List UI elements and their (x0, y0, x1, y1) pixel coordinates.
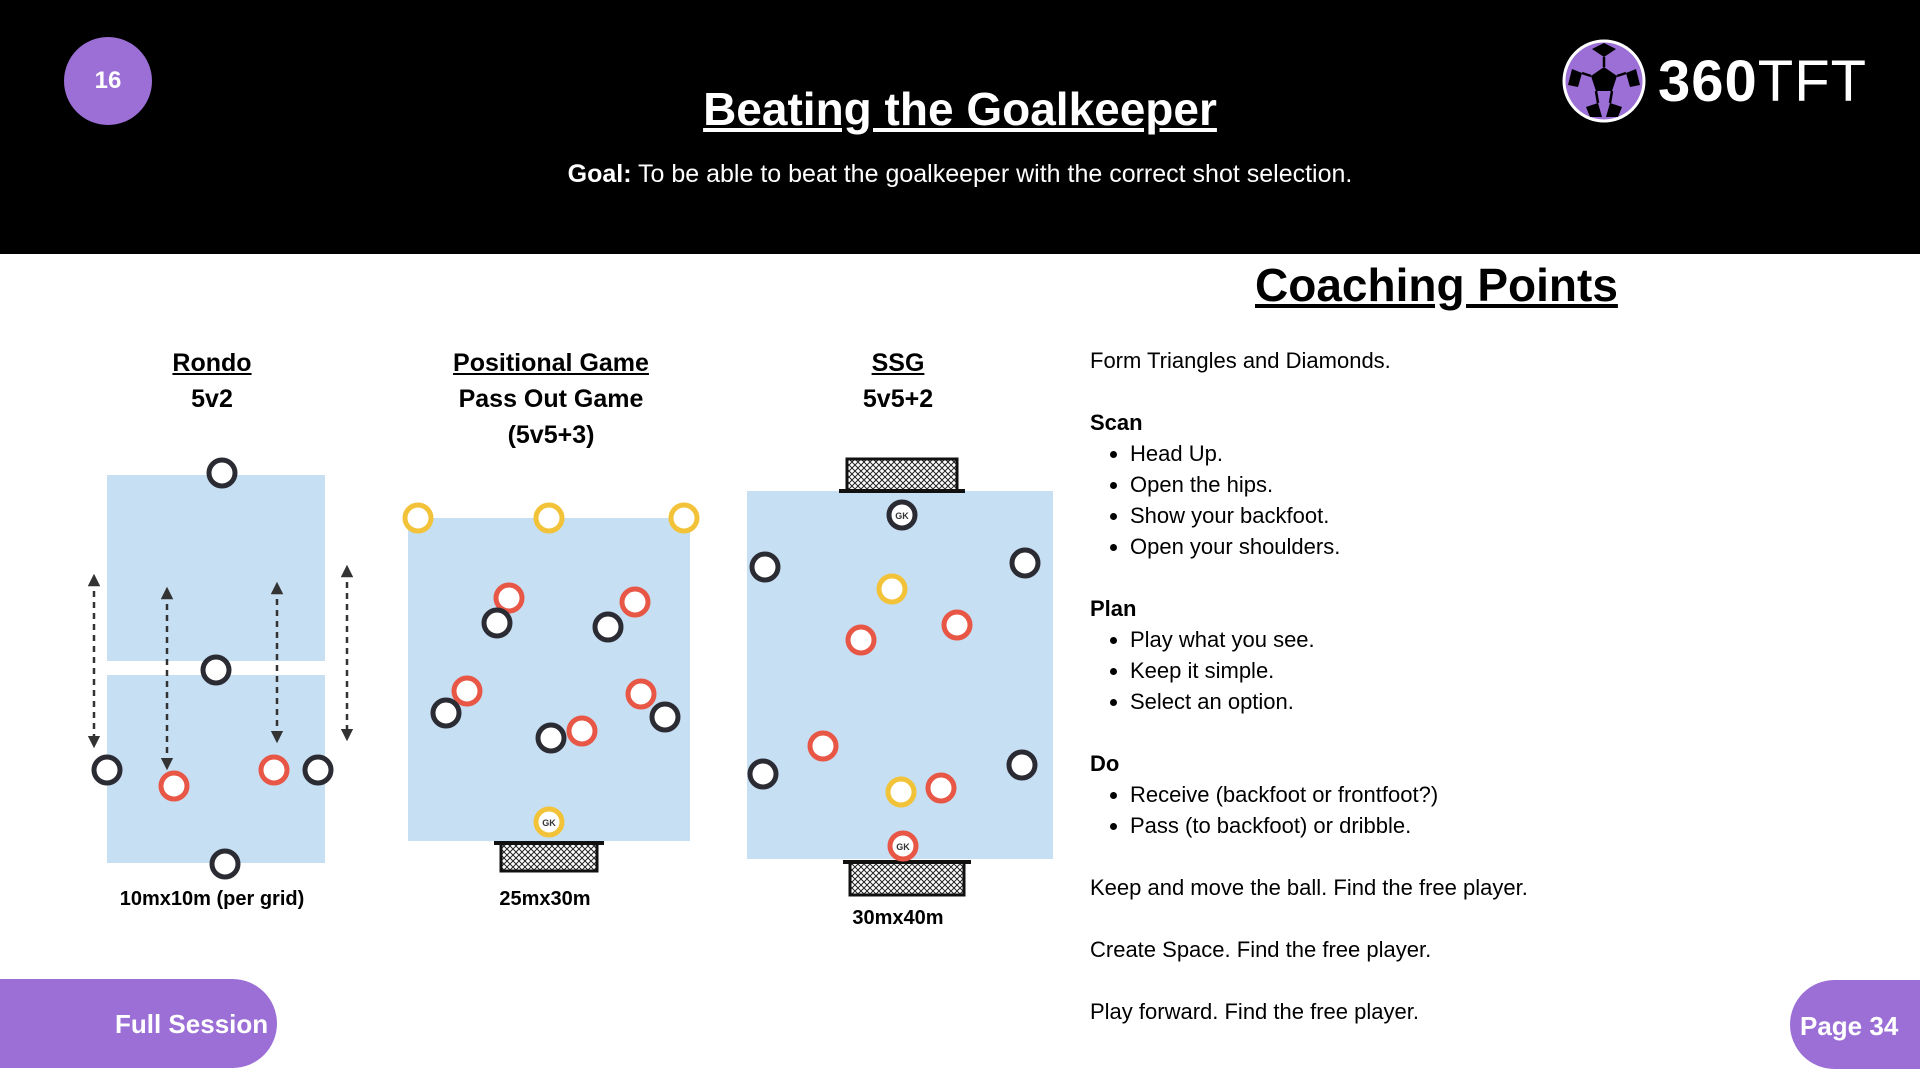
plan-list (1090, 624, 1850, 717)
rondo-diagram (94, 460, 347, 877)
goal-text: To be able to beat the goalkeeper with the correct shot selection. (631, 160, 1353, 188)
plan-heading: Plan (1090, 596, 1137, 621)
player-dark (652, 704, 678, 730)
rondo-subtitle: 5v2 (191, 385, 233, 413)
player-red (944, 612, 970, 638)
player-dark (484, 610, 510, 636)
full-session-label: Full Session (115, 1009, 269, 1039)
do-list (1090, 779, 1850, 841)
rondo-grid-bottom (107, 675, 325, 863)
player-dark (538, 725, 564, 751)
goal-net (847, 459, 957, 491)
player-dark (1012, 550, 1038, 576)
player-dark (212, 851, 238, 877)
player-dark (203, 657, 229, 683)
list-item: • Open the hips. (1130, 469, 1850, 500)
ssg-subtitle: 5v5+2 (862, 385, 934, 413)
player-dark (94, 757, 120, 783)
positional-game-diagram (405, 505, 697, 871)
page-number-label: Page 34 (1800, 1011, 1899, 1041)
player-red (848, 627, 874, 653)
player-dark (305, 757, 331, 783)
list-item: • Show your backfoot. (1130, 500, 1850, 531)
positional-game-subtitle: Pass Out Game (458, 385, 644, 413)
player-dark (595, 614, 621, 640)
page-title: Beating the Goalkeeper (703, 83, 1217, 135)
goal-net (850, 862, 964, 895)
session-number-badge: 16 (64, 37, 152, 125)
logo-text-bold: 360 (1658, 48, 1758, 114)
rondo-grid-top (107, 475, 325, 661)
gk-label: GK (895, 511, 909, 521)
full-session-tab[interactable] (0, 979, 277, 1068)
closing-point: Create Space. Find the free player. (1090, 937, 1432, 962)
player-red (454, 678, 480, 704)
closing-point: Keep and move the ball. Find the free player. (1090, 875, 1528, 900)
positional-game-size-label: 25mx30m (499, 888, 591, 910)
player-yellow (888, 779, 914, 805)
ssg-diagram (747, 459, 1053, 895)
list-item: • Receive (backfoot or frontfoot?) (1130, 779, 1850, 810)
player-red (161, 773, 187, 799)
list-item: • Play what you see. (1130, 624, 1850, 655)
list-item: • Select an option. (1130, 686, 1850, 717)
player-red (810, 733, 836, 759)
player-dark (433, 700, 459, 726)
ssg-title: SSG (871, 349, 925, 377)
page-number-tab (1790, 980, 1920, 1069)
player-dark (1009, 752, 1035, 778)
player-red (622, 589, 648, 615)
goal-label: Goal: (567, 160, 632, 188)
logo (1560, 36, 1867, 126)
positional-game-format: (5v5+3) (507, 421, 595, 449)
player-red (261, 757, 287, 783)
player-dark (209, 460, 235, 486)
player-yellow (536, 505, 562, 531)
ssg-size-label: 30mx40m (852, 907, 944, 929)
player-red (496, 585, 522, 611)
list-item: • Head Up. (1130, 438, 1850, 469)
list-item: • Open your shoulders. (1130, 531, 1850, 562)
rondo-title: Rondo (172, 349, 252, 377)
scan-heading: Scan (1090, 410, 1143, 435)
player-red (928, 775, 954, 801)
positional-game-pitch (408, 518, 690, 841)
rondo-size-label: 10mx10m (per grid) (119, 888, 305, 910)
positional-game-title: Positional Game (453, 349, 649, 377)
scan-list (1090, 438, 1850, 562)
player-dark (750, 761, 776, 787)
coaching-points-list (1090, 345, 1850, 1027)
list-item: • Keep it simple. (1130, 655, 1850, 686)
logo-wordmark (1658, 48, 1867, 115)
goal-net (501, 843, 597, 871)
player-yellow (879, 576, 905, 602)
gk-label: GK (542, 818, 556, 828)
player-yellow (405, 505, 431, 531)
player-dark (752, 554, 778, 580)
gk-label: GK (896, 842, 910, 852)
player-red (569, 718, 595, 744)
logo-text-regular: TFT (1757, 48, 1868, 114)
list-item: • Pass (to backfoot) or dribble. (1130, 810, 1850, 841)
coaching-points-heading: Coaching Points (1255, 259, 1618, 311)
player-red (628, 681, 654, 707)
do-heading: Do (1090, 751, 1120, 776)
soccer-ball-icon (1560, 37, 1648, 125)
coaching-intro: Form Triangles and Diamonds. (1090, 348, 1391, 373)
player-yellow (671, 505, 697, 531)
closing-point: Play forward. Find the free player. (1090, 999, 1419, 1024)
